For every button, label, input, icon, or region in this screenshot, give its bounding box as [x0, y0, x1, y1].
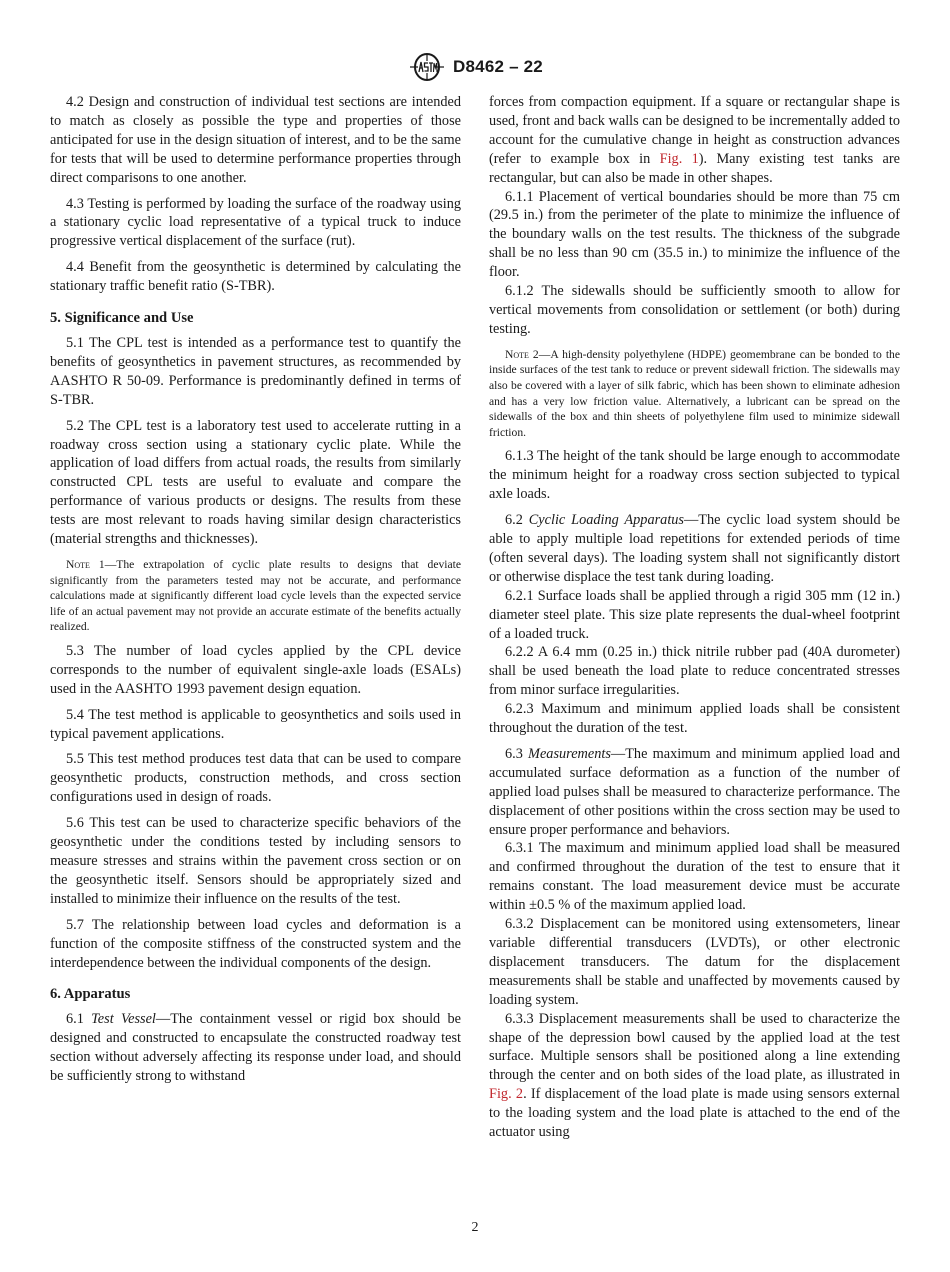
paragraph-5-1: 5.1 The CPL test is intended as a performance test to quantify the benefits of geosynthetics in pavement structures, as recommended by AASHTO R 50-09. Performance is predominantly defined in terms of S-TBR.: [50, 334, 461, 408]
paragraph-6-1: [50, 1010, 461, 1086]
paragraph-6-2-title: Cyclic Loading Apparatus: [528, 512, 684, 529]
paragraph-6-3-2: 6.3.2 Displacement can be monitored using extensometers, linear variable differential transducers (LVDTs), or other electronic displacement transducers. The datum for the displacement measurements shall be stable and unaffected by movements caused by loading system.: [489, 916, 900, 1008]
paragraph-5-4: 5.4 The test method is applicable to geosynthetics and soils used in typical pavement applications.: [50, 706, 461, 742]
paragraph-5-6: 5.6 This test can be used to characterize specific behaviors of the geosynthetic under the conditions tested by including sensors to measure stresses and strains within the pavement cross section or on the geosynthetic itself. Sensors should be appropriately sized and installed to minimize their influence on the results of the test.: [50, 815, 461, 907]
paragraph-4-2: 4.2 Design and construction of individual test sections are intended to match as closely as possible the type and properties of those anticipated for use in the design situation of interest, and to be the same for tests that will be used to determine performance properties through direct comparisons to one another.: [50, 94, 461, 186]
paragraph-6-2: [489, 511, 900, 587]
document-designation: D8462 – 22: [453, 57, 543, 76]
paragraph-5-5: 5.5 This test method produces test data that can be used to compare geosynthetic products, construction methods, and cross section configurations used in design of roads.: [50, 751, 461, 806]
fig-2-link[interactable]: Fig. 2: [489, 1086, 524, 1103]
page-number: 2: [471, 1220, 479, 1235]
paragraph-6-3-3-text-end: . If displacement of the load plate is made using sensors external to the loading system and the load plate is attached to the end of the actuator using: [489, 1086, 900, 1141]
paragraph-6-3: [489, 745, 900, 840]
paragraph-6-1-continued-text-end: ). Many existing test tanks are rectangular, but can also be made in other shapes.: [489, 150, 900, 186]
section-heading-5: 5. Significance and Use: [50, 310, 194, 327]
paragraph-6-3-title: Measurements: [528, 745, 611, 762]
paragraph-6-1-continued-text: forces from compaction equipment. If a square or rectangular shape is used, front and back walls can be designed to be incrementally added to account for the cumulative change in height as construction advances (refer to example box in: [489, 94, 900, 167]
paragraph-4-3: 4.3 Testing is performed by loading the surface of the roadway using a stationary cyclic load representative of a typical truck to induce progressive vertical displacement of the surface (rut).: [50, 195, 461, 250]
paragraph-6-1-title: Test Vessel: [91, 1011, 156, 1028]
paragraph-6-3-3: [489, 1010, 900, 1142]
paragraph-6-2-3: 6.2.3 Maximum and minimum applied loads shall be consistent throughout the duration of the test.: [489, 701, 900, 737]
paragraph-5-2: 5.2 The CPL test is a laboratory test used to accelerate rutting in a roadway cross section using a stationary cyclic plate. While the application of load differs from actual roads, the results from similarly constructed CPL tests are useful to evaluate and compare the performance of various products or designs. The results from these tests are most relevant to roads having similar design characteristics (material strengths and thicknesses).: [50, 417, 461, 548]
paragraph-6-2-2: 6.2.2 A 6.4 mm (0.25 in.) thick nitrile rubber pad (40A durometer) shall be used beneath the load plate to reduce concentrated stresses from minor surface irregularities.: [489, 644, 900, 699]
paragraph-6-3-text: —The maximum and minimum applied load and accumulated surface deformation as a function of the number of applied load pulses shall be measured to characterize performance. The displacement of other positions within the cross section may be used to ensure proper performance and behaviors.: [489, 745, 900, 838]
paragraph-6-1-2: 6.1.2 The sidewalls should be sufficiently smooth to allow for vertical movements from consolidation or settlement (or both) during testing.: [489, 283, 900, 337]
paragraph-6-1-number: 6.1: [66, 1011, 92, 1028]
paragraph-5-3: 5.3 The number of load cycles applied by the CPL device corresponds to the number of equivalent single-axle loads (ESALs) used in the AASHTO 1993 pavement design equation.: [50, 642, 461, 697]
paragraph-6-1-3: 6.1.3 The height of the tank should be large enough to accommodate the minimum height for a roadway cross section subjected to typical axle loads.: [489, 448, 900, 503]
paragraph-6-1-1: 6.1.1 Placement of vertical boundaries should be more than 75 cm (29.5 in.) from the perimeter of the plate to minimize the influence of the boundary walls on the test results. The thickness of the subgrade shall be no less than 90 cm (35.5 in.) to minimize the influence of the floor.: [489, 188, 900, 281]
note-1-label: Note 1: [66, 557, 105, 571]
paragraph-6-1-continued: [489, 93, 900, 188]
paragraph-6-3-3-text: 6.3.3 Displacement measurements shall be used to characterize the shape of the depression bowl caused by the applied load at the test surface. Multiple sensors shall be positioned along a line extending through the center and on both sides of the load plate, as illustrated in: [489, 1010, 900, 1084]
note-1-text: —The extrapolation of cyclic plate results to designs that deviate significantly from the parameters tested may not be accurate, and performance calculations made at significantly different load cycle levels than the expected service life of an actual pavement may not provide an accurate estimate of the benefits actually realized.: [50, 557, 461, 634]
paragraph-6-3-1: 6.3.1 The maximum and minimum applied load shall be measured and confirmed throughout the duration of the test to ensure that it remains constant. The load measurement device must be accurate within ±0.5 % of the maximum applied load.: [489, 840, 900, 914]
paragraph-6-2-1: 6.2.1 Surface loads shall be applied through a rigid 305 mm (12 in.) diameter steel plate. This size plate represents the dual-wheel footprint of a loaded truck.: [489, 587, 900, 642]
note-2-label: Note 2: [505, 347, 539, 361]
right-column: [489, 93, 900, 1142]
left-column: [50, 93, 461, 1086]
astm-logo-icon: [407, 52, 447, 82]
paragraph-4-4: 4.4 Benefit from the geosynthetic is determined by calculating the stationary traffic benefit ratio (S-TBR).: [50, 259, 461, 295]
note-2-text: —A high-density polyethylene (HDPE) geomembrane can be bonded to the inside surfaces of the test tank to reduce or prevent sidewall friction. The sidewalls may also be covered with a layer of silk fabric, which has been shown to eliminate adhesion and has a very low friction value. Alternatively, a lubricant can be spread on the sidewalls of the box and thin sheets of polyethylene film used to minimize sidewall friction.: [489, 347, 900, 439]
fig-1-link[interactable]: Fig. 1: [659, 150, 699, 167]
paragraph-6-2-number: 6.2: [505, 512, 529, 529]
paragraph-5-7: 5.7 The relationship between load cycles and deformation is a function of the composite stiffness of the constructed system and the interdependence between the individual components of the design.: [50, 916, 461, 971]
note-2: [489, 347, 900, 441]
paragraph-6-2-text: —The cyclic load system should be able to apply multiple load repetitions for extended periods of time (often several days). The loading system shall not significantly distort or otherwise displace the test tank during loading.: [489, 512, 900, 585]
paragraph-6-1-text: —The containment vessel or rigid box should be designed and constructed to encapsulate the constructed roadway test section without adversely affecting its response under load, and should be sufficiently strong to withstand: [50, 1011, 461, 1085]
page-header: [0, 50, 950, 84]
note-1: [50, 557, 461, 635]
paragraph-6-3-number: 6.3: [505, 745, 529, 762]
section-heading-6: 6. Apparatus: [50, 986, 131, 1003]
